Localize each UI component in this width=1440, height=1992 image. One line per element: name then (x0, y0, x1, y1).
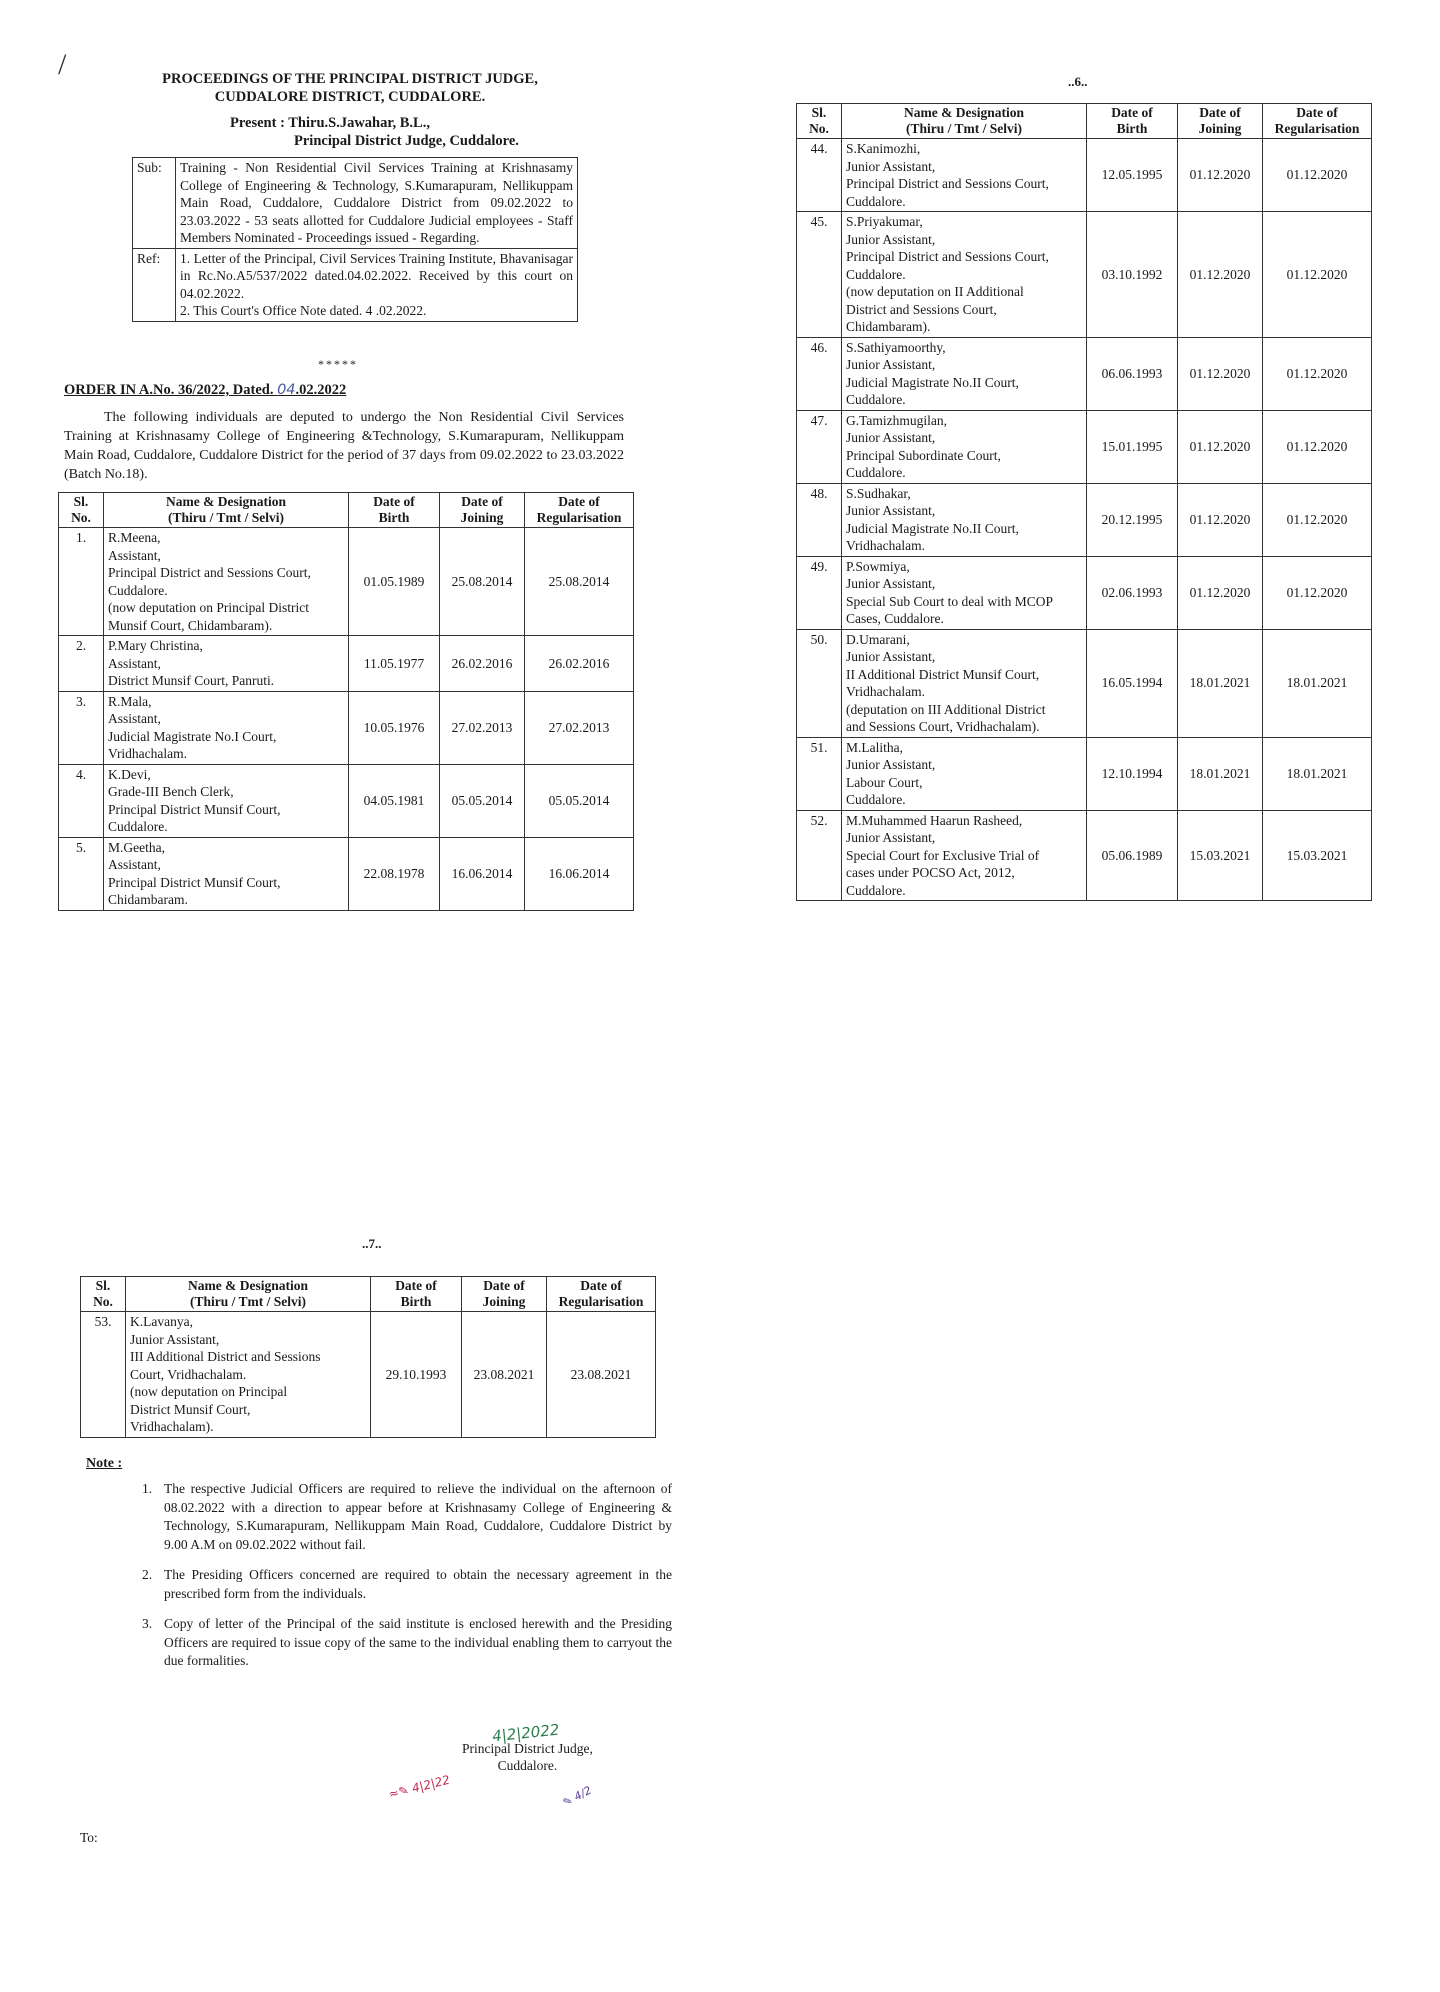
doj-cell: 26.02.2016 (440, 636, 525, 692)
doj-cell: 01.12.2020 (1178, 337, 1263, 410)
name-line: S.Sudhakar, (846, 485, 911, 501)
name-designation-cell (842, 483, 1087, 556)
doj-cell: 25.08.2014 (440, 528, 525, 636)
name-line: Assistant, (108, 547, 161, 563)
name-line: D.Umarani, (846, 631, 910, 647)
name-designation-cell (104, 636, 349, 692)
name-line: Junior Assistant, (846, 830, 936, 845)
name-line: Vridhachalam. (108, 746, 188, 761)
col-name-header: Name & Designation (Thiru / Tmt / Selvi) (126, 1277, 371, 1312)
doj-cell: 18.01.2021 (1178, 629, 1263, 737)
name-designation-cell (104, 528, 349, 636)
table-row (797, 139, 1372, 212)
col-dob-header: Date of Birth (371, 1277, 462, 1312)
name-line: cases under POCSO Act, 2012, (846, 865, 1015, 880)
dob-cell: 20.12.1995 (1087, 483, 1178, 556)
table-row (797, 810, 1372, 901)
dob-cell: 15.01.1995 (1087, 410, 1178, 483)
page-6 (722, 0, 1440, 1010)
sl-cell: 50. (797, 629, 842, 737)
doj-cell: 01.12.2020 (1178, 483, 1263, 556)
doj-cell: 18.01.2021 (1178, 737, 1263, 810)
col-dor-header: Date of Regularisation (547, 1277, 656, 1312)
col-doj-header: Date of Joining (440, 493, 525, 528)
dob-cell: 16.05.1994 (1087, 629, 1178, 737)
sl-cell: 2. (59, 636, 104, 692)
sl-cell: 45. (797, 212, 842, 338)
name-line: Principal District and Sessions Court, (846, 249, 1049, 264)
col-sl-header: Sl. No. (59, 493, 104, 528)
reference-row (133, 248, 578, 321)
sl-cell: 3. (59, 691, 104, 764)
col-name-header: Name & Designation (Thiru / Tmt / Selvi) (104, 493, 349, 528)
note-title: Note : (86, 1456, 123, 1471)
signature-handwritten-date: 4|2|2022 (491, 1720, 561, 1746)
name-line: Vridhachalam). (130, 1419, 214, 1434)
sl-cell: 1. (59, 528, 104, 636)
name-line: Vridhachalam. (846, 538, 926, 553)
doj-cell: 05.05.2014 (440, 764, 525, 837)
name-designation-cell (842, 212, 1087, 338)
name-line: Junior Assistant, (846, 576, 936, 591)
dor-cell: 15.03.2021 (1263, 810, 1372, 901)
present-line-2: Principal District Judge, Cuddalore. (294, 133, 519, 149)
separator-stars: ***** (318, 357, 358, 371)
sl-cell: 46. (797, 337, 842, 410)
name-line: Judicial Magistrate No.I Court, (108, 728, 277, 744)
table-row (59, 764, 634, 837)
col-dor-header: Date of Regularisation (525, 493, 634, 528)
table-row (59, 528, 634, 636)
ref-item-1: 1. Letter of the Principal, Civil Services Training Institute, Bhavanisagar in Rc.No.A5/537/2022 dated.04.02.2022. Received by this court on 04.02.2022. (180, 250, 573, 301)
col-dob-header: Date of Birth (1087, 104, 1178, 139)
dor-cell: 25.08.2014 (525, 528, 634, 636)
doj-cell: 01.12.2020 (1178, 556, 1263, 629)
col-name-header: Name & Designation (Thiru / Tmt / Selvi) (842, 104, 1087, 139)
dor-cell: 01.12.2020 (1263, 556, 1372, 629)
dor-cell: 18.01.2021 (1263, 629, 1372, 737)
table-row (81, 1312, 656, 1438)
nominee-table-page-6 (796, 103, 1372, 901)
name-line: (now deputation on II Additional (846, 284, 1024, 299)
subject-row (133, 158, 578, 249)
name-line: Cuddalore. (846, 193, 906, 209)
sl-cell: 5. (59, 837, 104, 910)
name-line: (now deputation on Principal District Munsif Court, Chidambaram). (108, 600, 309, 633)
name-line: Cuddalore. (846, 266, 906, 282)
doj-cell: 01.12.2020 (1178, 212, 1263, 338)
name-line: Principal District and Sessions Court, Cuddalore. (108, 565, 311, 598)
table-header-row (797, 104, 1372, 139)
name-line: (now deputation on Principal (130, 1384, 288, 1399)
name-designation-cell (104, 764, 349, 837)
present-line-1: Present : Thiru.S.Jawahar, B.L., (230, 115, 430, 131)
dor-cell: 16.06.2014 (525, 837, 634, 910)
col-dob-header: Date of Birth (349, 493, 440, 528)
name-line: Special Sub Court to deal with MCOP (846, 593, 1053, 609)
table-row (797, 737, 1372, 810)
name-line: S.Kanimozhi, (846, 141, 921, 156)
dor-cell: 23.08.2021 (547, 1312, 656, 1438)
name-designation-cell (126, 1312, 371, 1438)
name-line: Assistant, (108, 857, 161, 872)
order-title (64, 382, 346, 399)
name-line: District Munsif Court, Panruti. (108, 673, 275, 688)
page-1 (0, 0, 723, 1010)
name-line: II Additional District Munsif Court, (846, 666, 1040, 682)
name-line: Cuddalore. (846, 465, 906, 480)
name-line: Junior Assistant, (846, 430, 936, 445)
name-line: Junior Assistant, (846, 649, 936, 664)
sl-cell: 51. (797, 737, 842, 810)
name-line: Assistant, (108, 655, 161, 671)
table-header-row (59, 493, 634, 528)
dor-cell: 26.02.2016 (525, 636, 634, 692)
name-line: Chidambaram. (108, 892, 188, 907)
dor-cell: 01.12.2020 (1263, 483, 1372, 556)
name-line: Junior Assistant, (846, 158, 936, 174)
sub-text: Training - Non Residential Civil Services Training at Krishnasamy College of Engineering & Technology, S.Kumarapuram, Nellikuppam Main Road, Cuddalore, Cuddalore District from 09.02.2022 to 23.03.2022 - 53 seats allotted for Cuddalore Judicial employees - Staff Members Nominated - Proceedings issued - Regarding. (176, 158, 578, 249)
name-line: P.Sowmiya, (846, 558, 910, 574)
table-header-row (81, 1277, 656, 1312)
ref-item-2: 2. This Court's Office Note dated. 4 .02.2022. (180, 303, 427, 318)
heading-line-2: CUDDALORE DISTRICT, CUDDALORE. (214, 89, 486, 105)
table-row (797, 212, 1372, 338)
purple-initials-mark: ✎ 4/2 (560, 1783, 594, 1810)
name-line: Cuddalore. (108, 819, 168, 834)
name-line: Principal District Munsif Court, (108, 874, 281, 890)
name-designation-cell (104, 837, 349, 910)
dor-cell: 01.12.2020 (1263, 212, 1372, 338)
dob-cell: 05.06.1989 (1087, 810, 1178, 901)
name-line: Cuddalore. (846, 392, 906, 407)
sl-cell: 53. (81, 1312, 126, 1438)
name-line: Principal District and Sessions Court, (846, 176, 1049, 191)
name-designation-cell (842, 629, 1087, 737)
page-number: ..7.. (362, 1236, 382, 1251)
name-line: Grade-III Bench Clerk, (108, 784, 234, 799)
sub-label: Sub: (133, 158, 176, 249)
sl-cell: 49. (797, 556, 842, 629)
order-suffix: .02.2022 (295, 382, 347, 398)
signature-block (462, 1740, 593, 1774)
order-date-handwritten: 04 (277, 382, 296, 398)
dor-cell: 05.05.2014 (525, 764, 634, 837)
subject-reference-box (132, 157, 578, 322)
name-designation-cell (842, 737, 1087, 810)
signature-line-1: Principal District Judge, (462, 1741, 593, 1756)
dob-cell: 10.05.1976 (349, 691, 440, 764)
name-designation-cell (842, 139, 1087, 212)
table-row (797, 337, 1372, 410)
dor-cell: 01.12.2020 (1263, 139, 1372, 212)
dob-cell: 03.10.1992 (1087, 212, 1178, 338)
name-line: District and Sessions Court, (846, 301, 997, 317)
ref-label: Ref: (133, 248, 176, 321)
col-dor-header: Date of Regularisation (1263, 104, 1372, 139)
name-line: Labour Court, (846, 774, 923, 790)
note-item-3: 3. Copy of letter of the Principal of the said institute is enclosed herewith and the Presiding Officers are required to issue copy of the same to the individual enabling them to carryout the due formalities. (142, 1616, 672, 1668)
name-line: Cuddalore. (846, 882, 906, 898)
name-designation-cell (842, 337, 1087, 410)
order-prefix: ORDER IN A.No. 36/2022, Dated. (64, 382, 278, 398)
pink-initials-mark: ≈✎ 4|2|22 (387, 1772, 452, 1802)
table-row (797, 410, 1372, 483)
col-sl-header: Sl. No. (797, 104, 842, 139)
name-line: Principal District Munsif Court, (108, 801, 281, 817)
name-line: and Sessions Court, Vridhachalam). (846, 719, 1040, 734)
dob-cell: 22.08.1978 (349, 837, 440, 910)
name-line: G.Tamizhmugilan, (846, 412, 948, 428)
proceedings-heading (140, 70, 560, 106)
name-line: Special Court for Exclusive Trial of (846, 847, 1040, 863)
dob-cell: 29.10.1993 (371, 1312, 462, 1438)
col-doj-header: Date of Joining (462, 1277, 547, 1312)
nominee-table-page-1 (58, 492, 634, 911)
dob-cell: 12.05.1995 (1087, 139, 1178, 212)
col-sl-header: Sl. No. (81, 1277, 126, 1312)
notes-list (142, 1480, 672, 1683)
doj-cell: 16.06.2014 (440, 837, 525, 910)
dor-cell: 01.12.2020 (1263, 410, 1372, 483)
name-line: S.Priyakumar, (846, 214, 923, 229)
name-line: (deputation on III Additional District (846, 701, 1046, 717)
name-line: K.Devi, (108, 766, 151, 782)
dob-cell: 02.06.1993 (1087, 556, 1178, 629)
name-line: S.Sathiyamoorthy, (846, 339, 946, 355)
name-line: M.Muhammed Haarun Rasheed, (846, 812, 1023, 828)
name-line: Cuddalore. (846, 792, 906, 807)
name-designation-cell (842, 810, 1087, 901)
table-row (59, 691, 634, 764)
name-line: Assistant, (108, 711, 161, 726)
doj-cell: 01.12.2020 (1178, 139, 1263, 212)
nominee-table-page-7 (80, 1276, 656, 1438)
table-row (59, 636, 634, 692)
name-line: Junior Assistant, (846, 231, 936, 247)
table-row (797, 629, 1372, 737)
page-number: ..6.. (1068, 74, 1088, 89)
note-item-1: 1. The respective Judicial Officers are required to relieve the individual on the afternoon of 08.02.2022 with a direction to appear before at Krishnasamy College of Engineering & Technology, S.Kumarapuram, Nellikuppam Main Road, Cuddalore, Cuddalore District by 9.00 A.M on 09.02.2022 without fail. (142, 1481, 672, 1552)
col-doj-header: Date of Joining (1178, 104, 1263, 139)
name-line: District Munsif Court, (130, 1401, 251, 1417)
to-label: To: (80, 1830, 98, 1845)
name-line: Chidambaram). (846, 319, 931, 334)
dob-cell: 01.05.1989 (349, 528, 440, 636)
heading-line-1: PROCEEDINGS OF THE PRINCIPAL DISTRICT JUDGE, (162, 71, 538, 87)
name-designation-cell (104, 691, 349, 764)
note-item-2: 2. The Presiding Officers concerned are required to obtain the necessary agreement in the prescribed form from the individuals. (142, 1567, 672, 1601)
dob-cell: 06.06.1993 (1087, 337, 1178, 410)
margin-mark: / (58, 48, 67, 81)
name-line: K.Lavanya, (130, 1314, 193, 1329)
present-block (230, 114, 590, 150)
dob-cell: 04.05.1981 (349, 764, 440, 837)
doj-cell: 01.12.2020 (1178, 410, 1263, 483)
sl-cell: 44. (797, 139, 842, 212)
sl-cell: 47. (797, 410, 842, 483)
doj-cell: 27.02.2013 (440, 691, 525, 764)
order-paragraph: The following individuals are deputed to undergo the Non Residential Civil Services Training at Krishnasamy College of Engineering &Technology, S.Kumarapuram, Nellikuppam Main Road, Cuddalore, Cuddalore District for the period of 37 days from 09.02.2022 to 23.03.2022 (Batch No.18). (64, 410, 624, 482)
name-line: Cases, Cuddalore. (846, 611, 944, 626)
sl-cell: 48. (797, 483, 842, 556)
dob-cell: 12.10.1994 (1087, 737, 1178, 810)
name-line: Junior Assistant, (846, 357, 936, 372)
name-line: R.Mala, (108, 693, 152, 709)
table-row (59, 837, 634, 910)
name-line: R.Meena, (108, 530, 161, 545)
doj-cell: 23.08.2021 (462, 1312, 547, 1438)
ref-text (176, 248, 578, 321)
sl-cell: 52. (797, 810, 842, 901)
name-line: Judicial Magistrate No.II Court, (846, 520, 1019, 536)
name-designation-cell (842, 410, 1087, 483)
table-row (797, 483, 1372, 556)
name-designation-cell (842, 556, 1087, 629)
name-line: Principal Subordinate Court, (846, 447, 1001, 463)
name-line: Junior Assistant, (846, 503, 936, 518)
name-line: Junior Assistant, (846, 757, 936, 772)
name-line: M.Geetha, (108, 839, 165, 855)
dob-cell: 11.05.1977 (349, 636, 440, 692)
name-line: III Additional District and Sessions (130, 1349, 321, 1364)
name-line: Junior Assistant, (130, 1331, 220, 1347)
signature-line-2: Cuddalore. (497, 1758, 558, 1773)
table-row (797, 556, 1372, 629)
name-line: Vridhachalam. (846, 684, 926, 699)
name-line: P.Mary Christina, (108, 638, 203, 653)
sl-cell: 4. (59, 764, 104, 837)
name-line: Judicial Magistrate No.II Court, (846, 374, 1019, 390)
doj-cell: 15.03.2021 (1178, 810, 1263, 901)
dor-cell: 27.02.2013 (525, 691, 634, 764)
dor-cell: 18.01.2021 (1263, 737, 1372, 810)
page-7 (22, 1150, 692, 1992)
dor-cell: 01.12.2020 (1263, 337, 1372, 410)
name-line: M.Lalitha, (846, 739, 903, 755)
name-line: Court, Vridhachalam. (130, 1366, 247, 1382)
